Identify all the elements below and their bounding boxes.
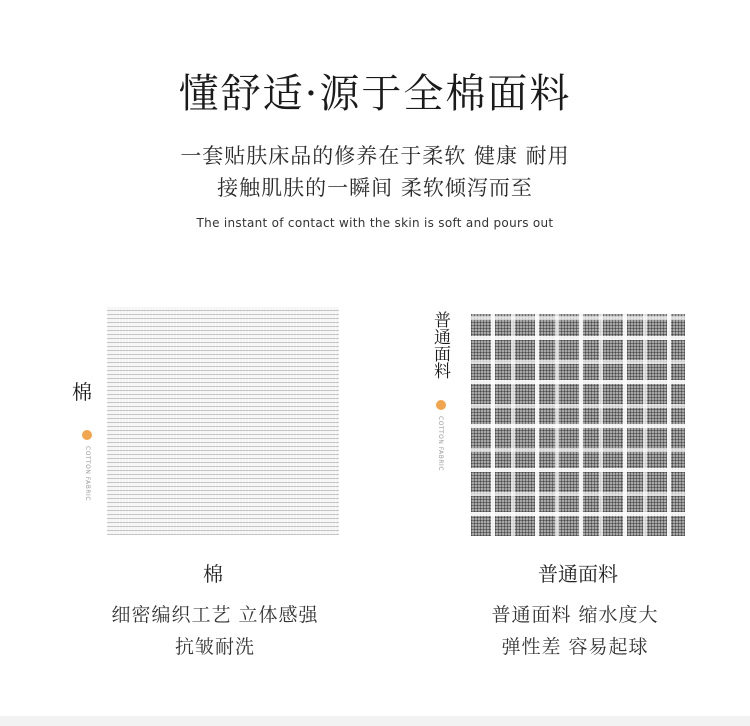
- plain-caption-title: 普通面料: [538, 562, 618, 586]
- orange-dot-icon: [82, 430, 92, 440]
- page-title: 懂舒适·源于全棉面料: [178, 71, 572, 117]
- subtitle-line-1: 一套贴肤床品的修养在于柔软 健康 耐用: [180, 144, 570, 168]
- subtitle-line-2: 接触肌肤的一瞬间 柔软倾泻而至: [217, 176, 533, 200]
- english-tagline: The instant of contact with the skin is soft and pours out: [196, 216, 554, 230]
- cotton-desc-line-2: 抗皱耐洗: [174, 636, 255, 658]
- cotton-desc-line-1: 细密编织工艺 立体感强: [111, 604, 319, 626]
- cotton-side-small-text: COTTON FABRIC: [84, 446, 91, 502]
- plain-side-label: 普通面料: [430, 311, 450, 379]
- plain-desc-line-1: 普通面料 缩水度大: [491, 604, 659, 626]
- plain-fabric-swatch: [471, 314, 685, 536]
- cotton-fabric-swatch: [107, 307, 339, 535]
- cotton-caption-title: 棉: [203, 562, 223, 586]
- orange-dot-icon: [436, 400, 446, 410]
- plain-side-small-text: COTTON FABRIC: [437, 416, 444, 472]
- plain-desc-line-2: 弹性差 容易起球: [501, 636, 649, 658]
- cotton-side-label: 棉: [72, 380, 92, 404]
- bottom-divider: [0, 716, 750, 726]
